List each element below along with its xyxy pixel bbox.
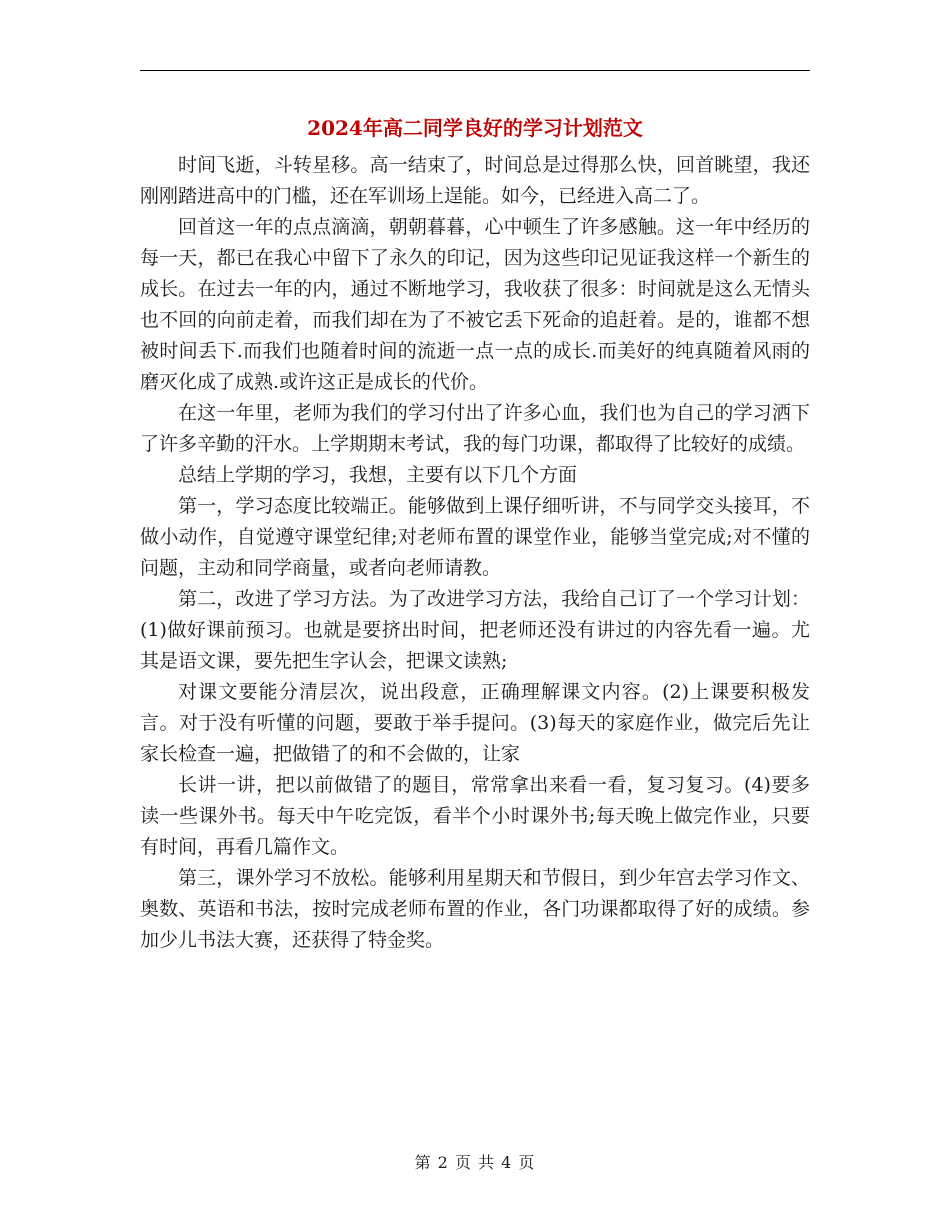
paragraph-1: 时间飞逝，斗转星移。高一结束了，时间总是过得那么快，回首眺望，我还刚刚踏进高中的门槛，还在军训场上逞能。如今，已经进入高二了。 xyxy=(140,154,810,207)
document-body xyxy=(140,150,810,956)
page-footer: 第 2 页 共 4 页 xyxy=(414,1153,536,1172)
paragraph-7: 对课文要能分清层次，说出段意，正确理解课文内容。(2)上课要积极发言。对于没有听懂的问题，要敢于举手提问。(3)每天的家庭作业，做完后先让家长检查一遍，把做错了的和不会做的，让家 xyxy=(140,681,810,765)
paragraph-6: 第二，改进了学习方法。为了改进学习方法，我给自己订了一个学习计划：(1)做好课前预习。也就是要挤出时间，把老师还没有讲过的内容先看一遍。尤其是语文课，要先把生字认会，把课文读熟; xyxy=(140,588,810,672)
document-title: 2024年高二同学良好的学习计划范文 xyxy=(307,116,643,140)
paragraph-2: 回首这一年的点点滴滴，朝朝暮暮，心中顿生了许多感触。这一年中经历的每一天，都已在我心中留下了永久的印记，因为这些印记见证我这样一个新生的成长。在过去一年的内，通过不断地学习，我收获了很多：时间就是这么无情头也不回的向前走着，而我们却在为了不被它丢下死命的追赶着。是的，谁都不想被时间丢下.而我们也随着时间的流逝一点一点的成长.而美好的纯真随着风雨的磨灭化成了成熟.或许这正是成长的代价。 xyxy=(140,216,810,393)
paragraph-5: 第一，学习态度比较端正。能够做到上课仔细听讲，不与同学交头接耳，不做小动作，自觉遵守课堂纪律;对老师布置的课堂作业，能够当堂完成;对不懂的问题，主动和同学商量，或者向老师请教。 xyxy=(140,495,810,579)
paragraph-3: 在这一年里，老师为我们的学习付出了许多心血，我们也为自己的学习洒下了许多辛勤的汗水。上学期期末考试，我的每门功课，都取得了比较好的成绩。 xyxy=(140,402,810,455)
paragraph-8: 长讲一讲，把以前做错了的题目，常常拿出来看一看，复习复习。(4)要多读一些课外书。每天中午吃完饭，看半个小时课外书;每天晚上做完作业，只要有时间，再看几篇作文。 xyxy=(140,774,810,858)
paragraph-4: 总结上学期的学习，我想，主要有以下几个方面 xyxy=(178,464,578,486)
header-rule xyxy=(140,70,810,71)
paragraph-9: 第三，课外学习不放松。能够利用星期天和节假日，到少年宫去学习作文、奥数、英语和书法，按时完成老师布置的作业，各门功课都取得了好的成绩。参加少儿书法大赛，还获得了特金奖。 xyxy=(140,867,810,951)
